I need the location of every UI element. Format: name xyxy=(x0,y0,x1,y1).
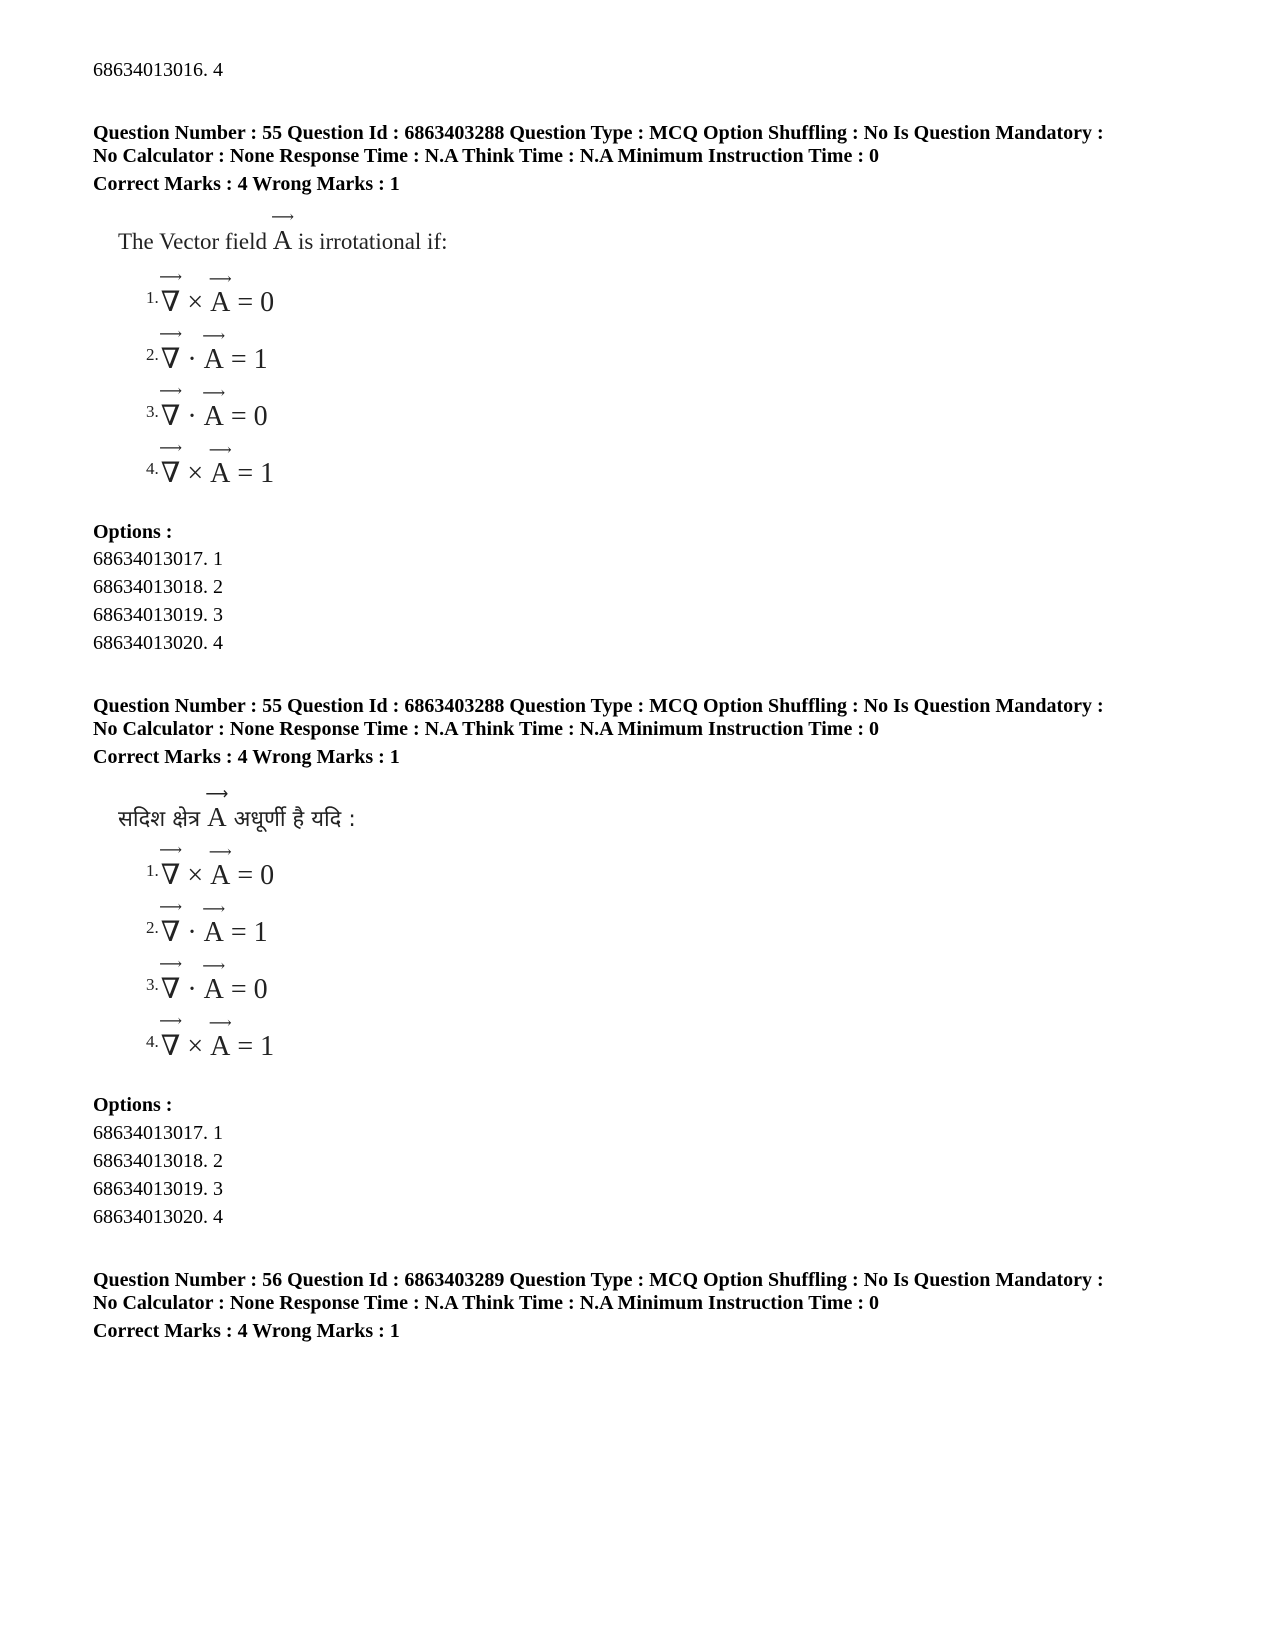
equation-number: 4. xyxy=(146,459,159,478)
operator: · xyxy=(187,344,197,375)
question-header-line1: Question Number : 55 Question Id : 6863403288 Question Type : MCQ Option Shuffling : No Is Question Mandatory : xyxy=(93,695,1104,717)
equation-option-3 xyxy=(146,956,268,1006)
nabla-vector xyxy=(159,1013,182,1063)
stem-text-before: सदिश क्षेत्र xyxy=(118,807,208,832)
vector-a-symbol xyxy=(202,958,226,1006)
option-line: 68634013018. 2 xyxy=(93,1150,223,1172)
vector-letter: A xyxy=(203,344,224,375)
vector-a-symbol xyxy=(208,442,232,490)
equation-rhs: = 0 xyxy=(237,287,275,318)
stem-text-after: is irrotational if: xyxy=(292,229,448,254)
question-stem xyxy=(118,209,448,256)
question-marks: Correct Marks : 4 Wrong Marks : 1 xyxy=(93,173,400,195)
vector-a-symbol xyxy=(208,271,232,319)
previous-option-line: 68634013016. 4 xyxy=(93,59,223,81)
vector-arrow-icon: ⟶ xyxy=(159,269,182,286)
vector-a-symbol xyxy=(271,209,294,256)
vector-letter: A xyxy=(203,974,224,1005)
nabla-vector xyxy=(159,440,182,490)
vector-arrow-icon: ⟶ xyxy=(202,328,226,345)
option-line: 68634013020. 4 xyxy=(93,632,223,654)
equation-rhs: = 0 xyxy=(230,974,268,1005)
vector-a-symbol xyxy=(202,328,226,376)
vector-arrow-icon: ⟶ xyxy=(159,383,182,400)
vector-arrow-icon: ⟶ xyxy=(159,956,182,973)
option-line: 68634013017. 1 xyxy=(93,548,223,570)
vector-arrow-icon: ⟶ xyxy=(159,326,182,343)
nabla-vector xyxy=(159,383,182,433)
operator: · xyxy=(187,401,197,432)
equation-option-4 xyxy=(146,440,275,490)
operator: · xyxy=(187,917,197,948)
equation-number: 3. xyxy=(146,402,159,421)
equation-rhs: = 1 xyxy=(237,458,275,489)
operator: × xyxy=(187,1031,204,1062)
nabla-symbol: ∇ xyxy=(160,401,181,432)
vector-letter: A xyxy=(207,802,227,832)
operator: × xyxy=(187,458,204,489)
vector-a-symbol xyxy=(202,901,226,949)
nabla-symbol: ∇ xyxy=(160,1031,181,1062)
equation-rhs: = 0 xyxy=(230,401,268,432)
question-header-line2: No Calculator : None Response Time : N.A Think Time : N.A Minimum Instruction Time : 0 xyxy=(93,718,879,740)
option-line: 68634013019. 3 xyxy=(93,1178,223,1200)
operator: · xyxy=(187,974,197,1005)
operator: × xyxy=(187,860,204,891)
vector-arrow-icon: ⟶ xyxy=(202,901,226,918)
question-stem xyxy=(118,786,356,833)
vector-letter: A xyxy=(203,917,224,948)
options-label: Options : xyxy=(93,521,173,543)
equation-rhs: = 1 xyxy=(230,917,268,948)
equation-option-1 xyxy=(146,269,275,319)
vector-a-symbol xyxy=(205,786,229,833)
vector-a-symbol xyxy=(202,385,226,433)
nabla-vector xyxy=(159,326,182,376)
nabla-vector xyxy=(159,269,182,319)
nabla-vector xyxy=(159,842,182,892)
option-line: 68634013018. 2 xyxy=(93,576,223,598)
vector-arrow-icon: ⟶ xyxy=(159,440,182,457)
vector-arrow-icon: ⟶ xyxy=(202,385,226,402)
question-marks: Correct Marks : 4 Wrong Marks : 1 xyxy=(93,746,400,768)
vector-arrow-icon: ⟶ xyxy=(202,958,226,975)
vector-arrow-icon: ⟶ xyxy=(205,786,229,803)
vector-arrow-icon: ⟶ xyxy=(208,844,232,861)
question-header-line2: No Calculator : None Response Time : N.A Think Time : N.A Minimum Instruction Time : 0 xyxy=(93,145,879,167)
vector-letter: A xyxy=(210,458,231,489)
vector-arrow-icon: ⟶ xyxy=(208,1015,232,1032)
equation-option-4 xyxy=(146,1013,275,1063)
nabla-symbol: ∇ xyxy=(160,917,181,948)
vector-letter: A xyxy=(272,225,293,255)
vector-letter: A xyxy=(210,287,231,318)
option-line: 68634013017. 1 xyxy=(93,1122,223,1144)
vector-arrow-icon: ⟶ xyxy=(271,209,294,226)
nabla-symbol: ∇ xyxy=(160,344,181,375)
vector-arrow-icon: ⟶ xyxy=(208,271,232,288)
equation-number: 1. xyxy=(146,861,159,880)
nabla-vector xyxy=(159,956,182,1006)
equation-option-1 xyxy=(146,842,275,892)
question-header-line2: No Calculator : None Response Time : N.A Think Time : N.A Minimum Instruction Time : 0 xyxy=(93,1292,879,1314)
equation-number: 4. xyxy=(146,1032,159,1051)
question-header-line1: Question Number : 55 Question Id : 6863403288 Question Type : MCQ Option Shuffling : No Is Question Mandatory : xyxy=(93,122,1104,144)
nabla-symbol: ∇ xyxy=(160,860,181,891)
vector-arrow-icon: ⟶ xyxy=(159,899,182,916)
vector-a-symbol xyxy=(208,844,232,892)
equation-rhs: = 1 xyxy=(237,1031,275,1062)
equation-number: 2. xyxy=(146,918,159,937)
options-label: Options : xyxy=(93,1094,173,1116)
question-marks: Correct Marks : 4 Wrong Marks : 1 xyxy=(93,1320,400,1342)
stem-text-after: अधूर्णी है यदि : xyxy=(226,807,356,832)
vector-arrow-icon: ⟶ xyxy=(208,442,232,459)
equation-rhs: = 0 xyxy=(237,860,275,891)
option-line: 68634013020. 4 xyxy=(93,1206,223,1228)
equation-option-3 xyxy=(146,383,268,433)
equation-option-2 xyxy=(146,899,268,949)
question-header-line1: Question Number : 56 Question Id : 6863403289 Question Type : MCQ Option Shuffling : No Is Question Mandatory : xyxy=(93,1269,1104,1291)
vector-letter: A xyxy=(210,860,231,891)
equation-number: 3. xyxy=(146,975,159,994)
stem-text-before: The Vector field xyxy=(118,229,273,254)
nabla-symbol: ∇ xyxy=(160,287,181,318)
equation-number: 1. xyxy=(146,288,159,307)
vector-letter: A xyxy=(210,1031,231,1062)
equation-number: 2. xyxy=(146,345,159,364)
equation-rhs: = 1 xyxy=(230,344,268,375)
equation-option-2 xyxy=(146,326,268,376)
nabla-symbol: ∇ xyxy=(160,974,181,1005)
vector-letter: A xyxy=(203,401,224,432)
nabla-vector xyxy=(159,899,182,949)
vector-arrow-icon: ⟶ xyxy=(159,842,182,859)
vector-a-symbol xyxy=(208,1015,232,1063)
operator: × xyxy=(187,287,204,318)
vector-arrow-icon: ⟶ xyxy=(159,1013,182,1030)
nabla-symbol: ∇ xyxy=(160,458,181,489)
option-line: 68634013019. 3 xyxy=(93,604,223,626)
